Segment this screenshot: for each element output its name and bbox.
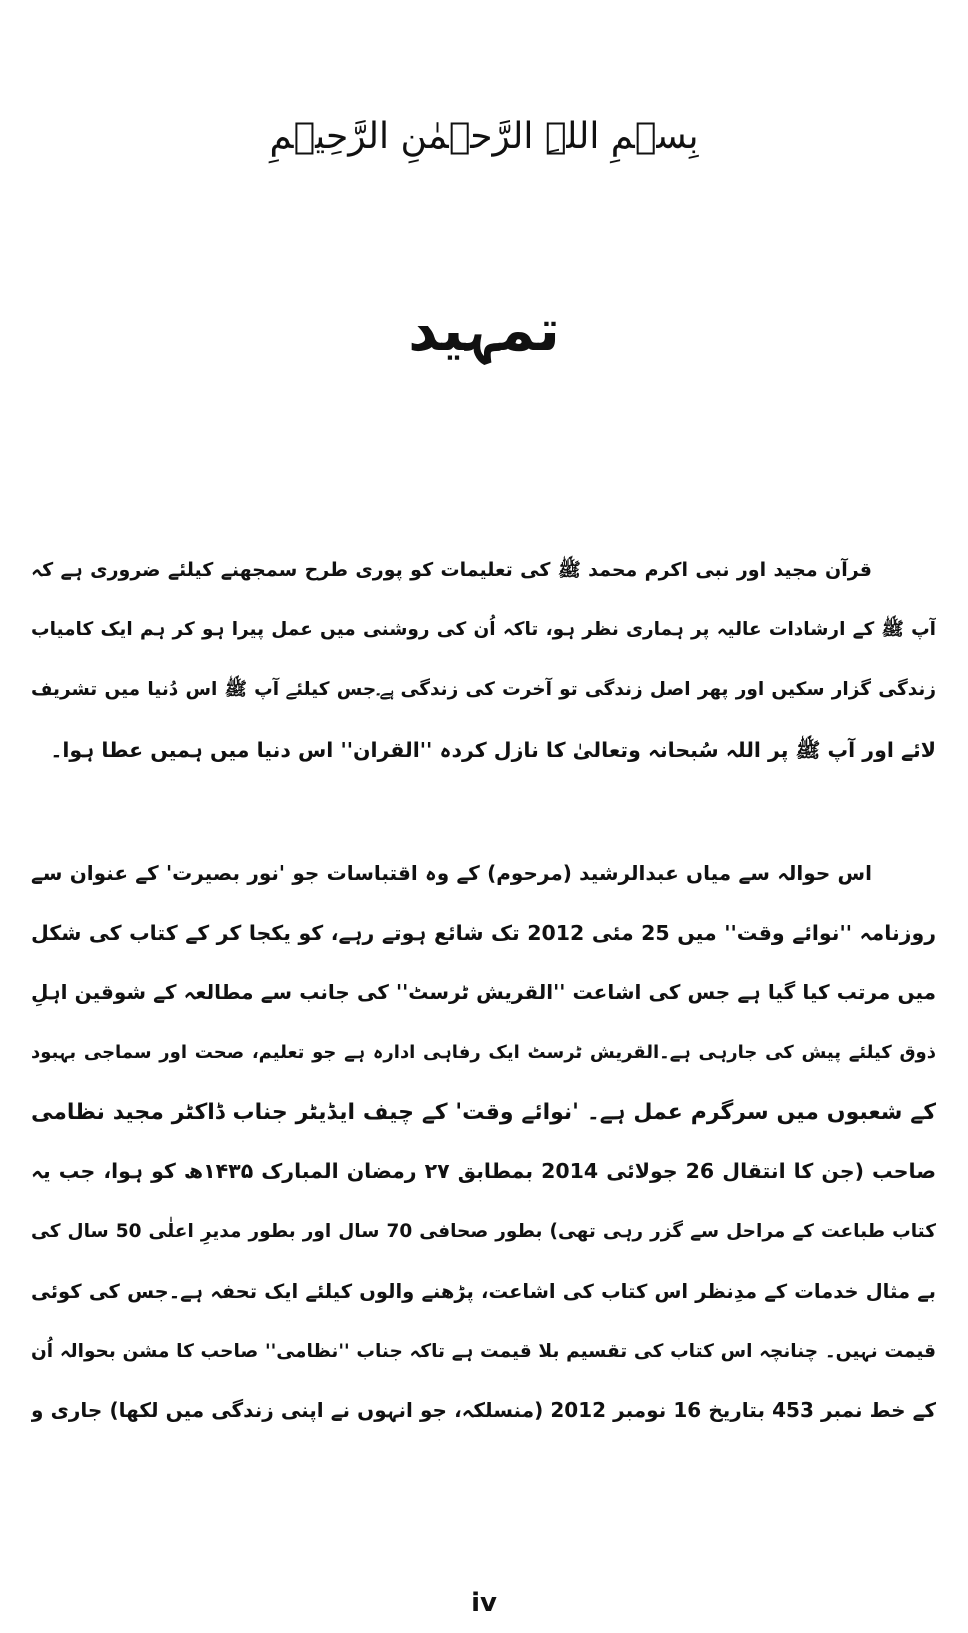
paragraph-line: بے مثال خدمات کے مدِنظر اس کتاب کی اشاعت، پڑھنے والوں کیلئے ایک تحفہ ہے۔جس کی کوئی: [31, 1279, 936, 1303]
paragraph-line: ذوق کیلئے پیش کی جارہی ہے۔القریش ٹرسٹ ایک رفاہی ادارہ ہے جو تعلیم، صحت اور سماجی بہبود: [31, 1042, 936, 1064]
paragraph-line: اس حوالہ سے میاں عبدالرشید (مرحوم) کے وہ اقتباسات جو 'نور بصیرت' کے عنوان سے: [31, 861, 872, 885]
paragraph-publication-note: [31, 844, 936, 1441]
paragraph-line: صاحب (جن کا انتقال 26 جولائی 2014 بمطابق ۲۷ رمضان المبارک ۱۴۳۵ھ کو ہوا، جب یہ: [31, 1159, 936, 1184]
page-number: iv: [471, 1588, 497, 1618]
paragraph-line: زندگی گزار سکیں اور پھر اصل زندگی تو آخرت کی زندگی ہے۔جس کیلئے آپ ﷺ اس دُنیا میں تشریف: [31, 679, 936, 700]
paragraph-line: میں مرتب کیا گیا ہے جس کی اشاعت ''القریش ٹرسٹ'' کی جانب سے مطالعہ کے شوقین اہلِ: [31, 980, 936, 1005]
bismillah-heading: بِسۡمِ اللہِ الرَّحۡمٰنِ الرَّحِیۡمِ: [269, 116, 699, 157]
paragraph-line: کے خط نمبر 453 بتاریخ 16 نومبر 2012 (منسلکہ، جو انہوں نے اپنی زندگی میں لکھا) جاری و: [31, 1398, 936, 1423]
paragraph-line: لائے اور آپ ﷺ پر اللہ سُبحانہ وتعالیٰ کا نازل کردہ ''القران'' اس دنیا میں ہمیں عطا ہوا۔: [50, 738, 936, 762]
page-title: تمہید: [408, 296, 560, 364]
paragraph-line: آپ ﷺ کے ارشادات عالیہ پر ہماری نظر ہو، تاکہ اُن کی روشنی میں عمل پیرا ہو کر ہم ایک کامیاب: [31, 619, 936, 640]
paragraph-line: کے شعبوں میں سرگرم عمل ہے۔ 'نوائے وقت' کے چیف ایڈیٹر جناب ڈاکٹر مجید نظامی: [31, 1099, 936, 1125]
paragraph-line: کتاب طباعت کے مراحل سے گزر رہی تھی) بطور صحافی 70 سال اور بطور مدیرِ اعلٰی 50 سال کی: [31, 1221, 936, 1243]
paragraph-line: قیمت نہیں۔ چنانچہ اس کتاب کی تقسیم بلا قیمت ہے تاکہ جناب ''نظامی'' صاحب کا مشن بحوالہ اُن: [31, 1340, 936, 1362]
paragraph-line: قرآن مجید اور نبی اکرم محمد ﷺ کی تعلیمات کو پوری طرح سمجھنے کیلئے ضروری ہے کہ: [31, 559, 872, 581]
paragraph-introduction: [31, 540, 936, 780]
paragraph-line: روزنامہ ''نوائے وقت'' میں 25 مئی 2012 تک شائع ہوتے رہے، کو یکجا کر کے کتاب کی شکل: [31, 920, 936, 945]
